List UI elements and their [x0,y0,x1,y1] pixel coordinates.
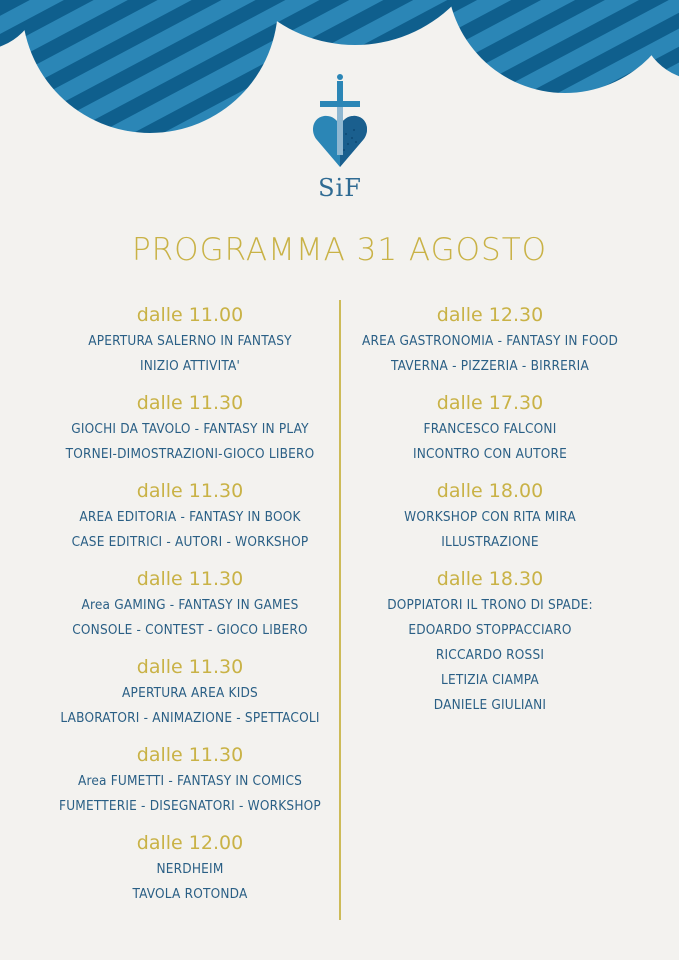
event-line: INIZIO ATTIVITA' [139,358,241,374]
event-time: dalle 12.00 [136,832,244,854]
event-line: FRANCESCO FALCONI [423,421,557,437]
event-line: DANIELE GIULIANI [433,697,547,713]
event-line: LETIZIA CIAMPA [441,672,539,688]
event-time: dalle 11.30 [136,656,244,678]
event-block [40,390,340,467]
event-block [40,654,340,731]
left-column [40,302,340,918]
event-time: dalle 11.30 [136,744,244,766]
event-line: Area GAMING - FANTASY IN GAMES [81,597,299,613]
event-time: dalle 11.00 [136,304,244,326]
event-time: dalle 17.30 [436,392,544,414]
event-block [340,478,640,555]
event-line: LABORATORI - ANIMAZIONE - SPETTACOLI [60,710,320,726]
event-block [40,742,340,819]
event-block [340,390,640,467]
event-time: dalle 11.30 [136,392,244,414]
event-line: AREA GASTRONOMIA - FANTASY IN FOOD [361,333,619,349]
event-block [40,830,340,907]
event-line: CASE EDITRICI - AUTORI - WORKSHOP [71,534,309,550]
event-line: INCONTRO CON AUTORE [412,446,568,462]
page-title: PROGRAMMA 31 AGOSTO [131,232,548,268]
event-time: dalle 18.30 [436,568,544,590]
event-line: AREA EDITORIA - FANTASY IN BOOK [79,509,301,525]
event-line: DOPPIATORI IL TRONO DI SPADE: [387,597,593,613]
event-block [340,566,640,718]
event-block [40,302,340,379]
event-block [40,566,340,643]
event-line: EDOARDO STOPPACCIARO [408,622,572,638]
logo-text: SiF [318,174,362,202]
event-line: CONSOLE - CONTEST - GIOCO LIBERO [72,622,308,638]
event-block [340,302,640,379]
event-line: ILLUSTRAZIONE [441,534,539,550]
event-line: FUMETTERIE - DISEGNATORI - WORKSHOP [59,798,321,814]
event-time: dalle 12.30 [436,304,544,326]
event-line: APERTURA SALERNO IN FANTASY [88,333,292,349]
sword-heart-icon [300,72,380,172]
event-time: dalle 11.30 [136,568,244,590]
event-line: APERTURA AREA KIDS [122,685,258,701]
event-line: RICCARDO ROSSI [435,647,545,663]
event-time: dalle 18.00 [436,480,544,502]
right-column [340,302,640,729]
event-line: TORNEI-DIMOSTRAZIONI-GIOCO LIBERO [65,446,315,462]
event-line: TAVERNA - PIZZERIA - BIRRERIA [391,358,589,374]
event-block [40,478,340,555]
event-line: WORKSHOP CON RITA MIRA [404,509,576,525]
event-line: TAVOLA ROTONDA [132,886,248,902]
event-time: dalle 11.30 [136,480,244,502]
event-line: Area FUMETTI - FANTASY IN COMICS [77,773,303,789]
event-line: GIOCHI DA TAVOLO - FANTASY IN PLAY [71,421,309,437]
logo [300,72,380,212]
event-line: NERDHEIM [156,861,224,877]
